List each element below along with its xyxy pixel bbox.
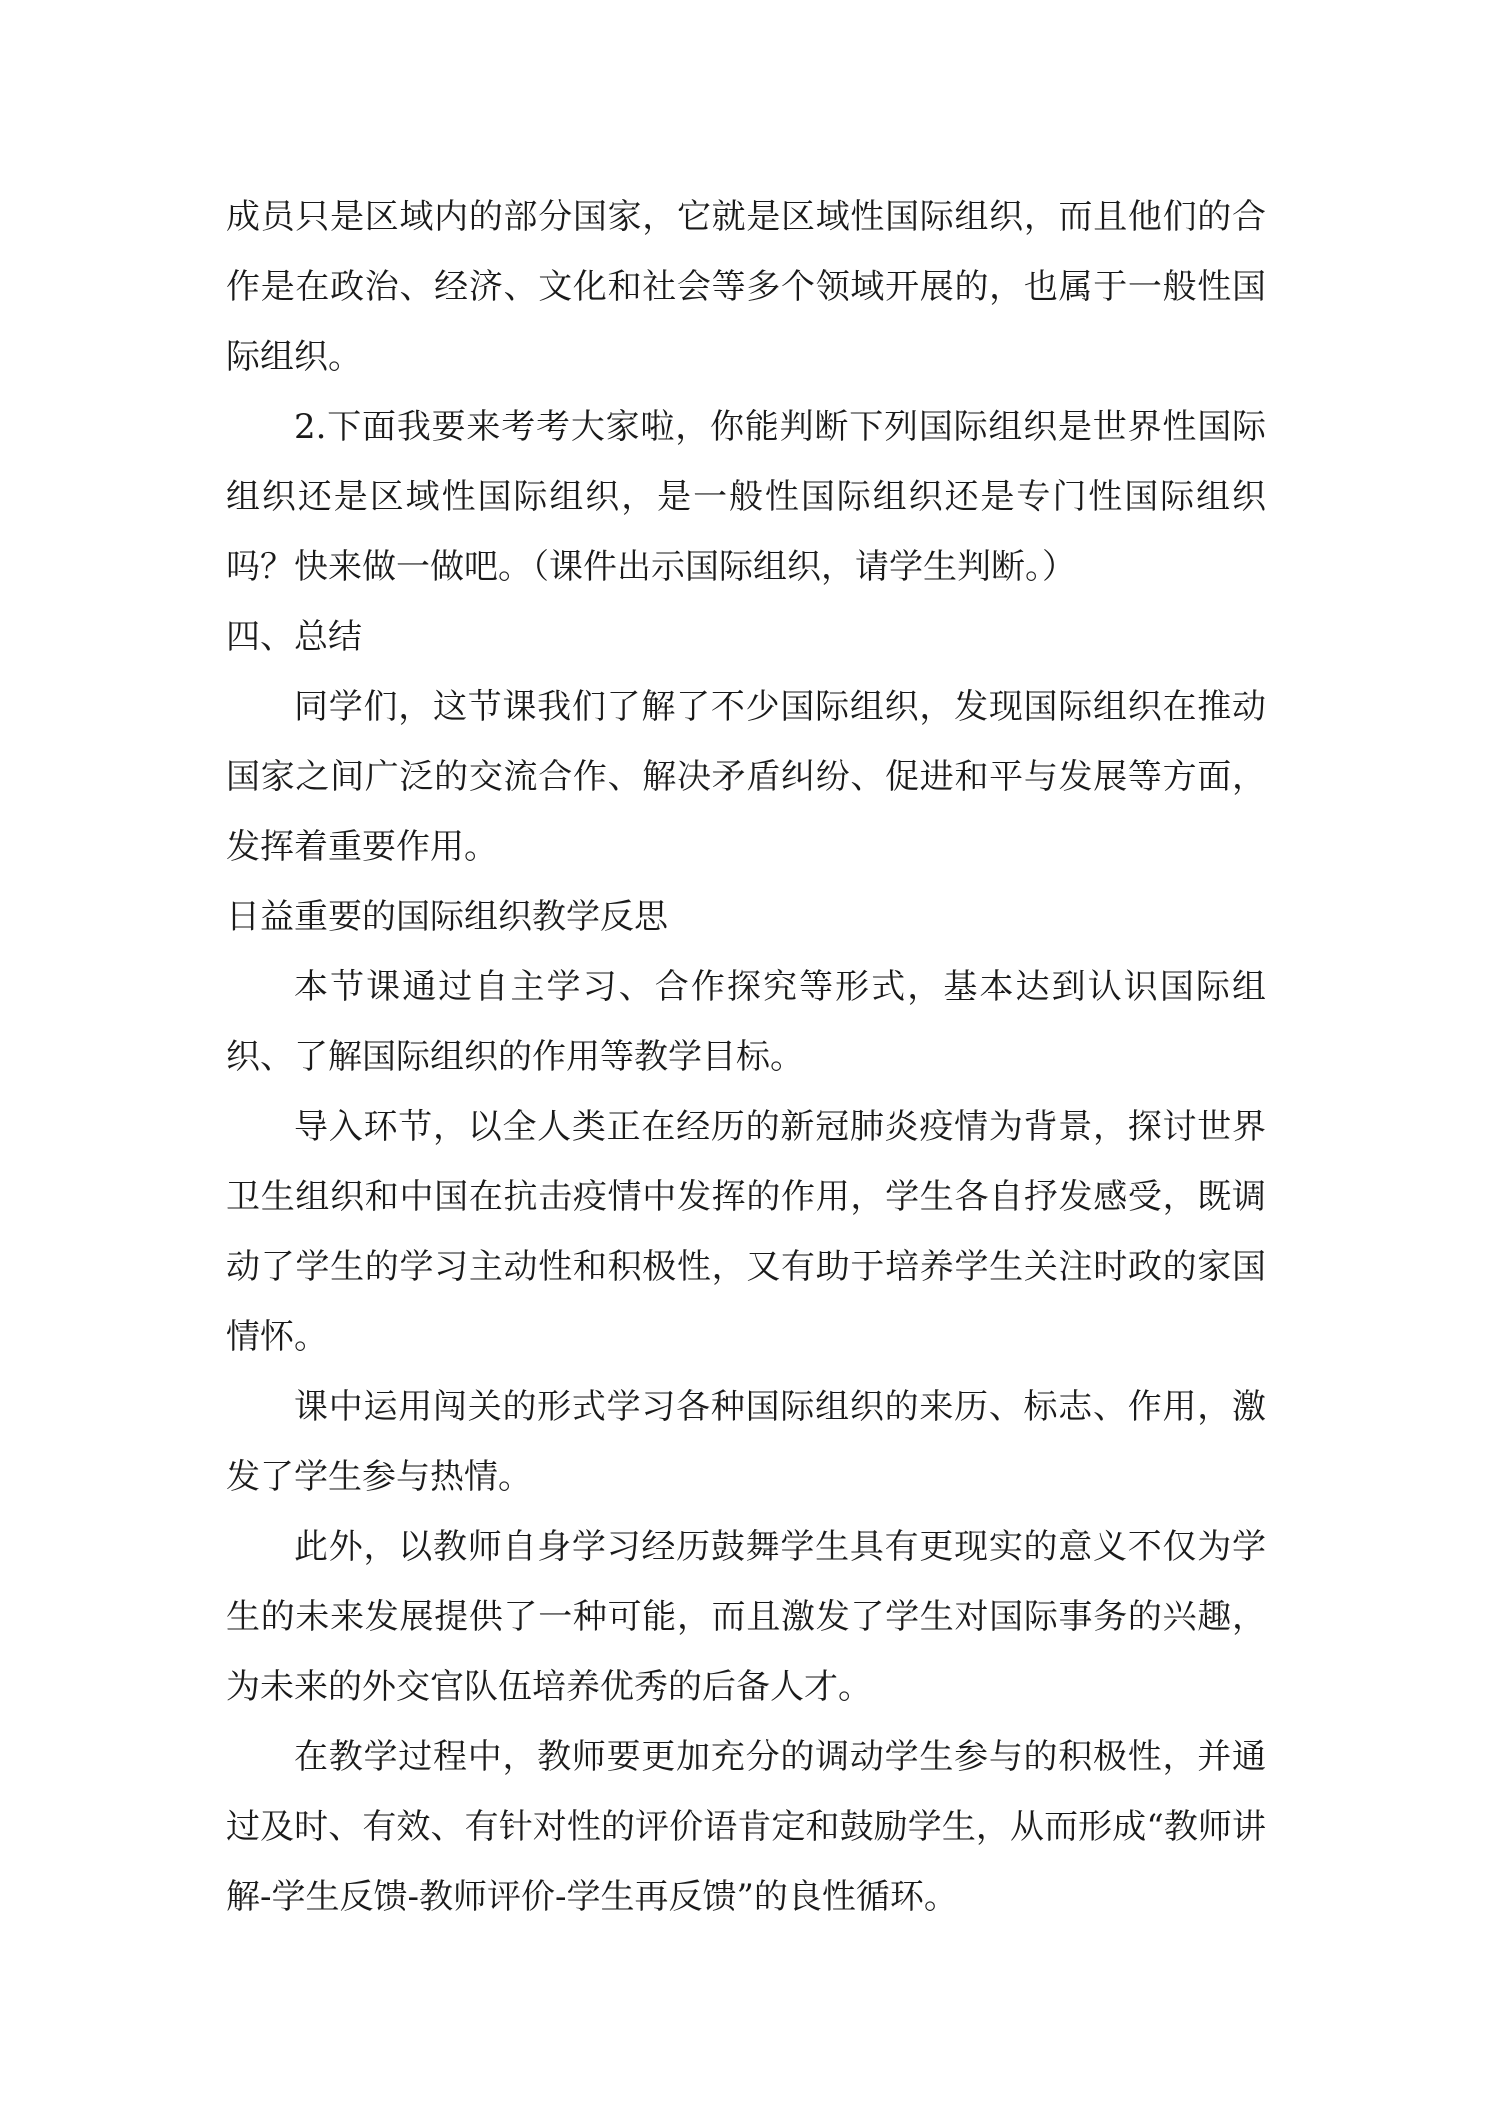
paragraph: 课中运用闯关的形式学习各种国际组织的来历、标志、作用，激发了学生参与热情。 [226,1387,1266,1497]
paragraph: 在教学过程中，教师要更加充分的调动学生参与的积极性，并通过及时、有效、有针对性的评价语肯定和鼓励学生，从而形成“教师讲解-学生反馈-教师评价-学生再反馈”的良性循环。 [226,1737,1266,1917]
paragraph: 导入环节，以全人类正在经历的新冠肺炎疫情为背景，探讨世界卫生组织和中国在抗击疫情中发挥的作用，学生各自抒发感受，既调动了学生的学习主动性和积极性，又有助于培养学生关注时政的家国情怀。 [226,1107,1266,1357]
section-heading: 四、总结 [226,617,362,657]
paragraph: 2.下面我要来考考大家啦，你能判断下列国际组织是世界性国际组织还是区域性国际组织，是一般性国际组织还是专门性国际组织吗？快来做一做吧。（课件出示国际组织，请学生判断。） [226,407,1266,587]
document-body [226,182,1266,1932]
paragraph: 本节课通过自主学习、合作探究等形式，基本达到认识国际组织、了解国际组织的作用等教学目标。 [226,967,1266,1077]
section-heading: 日益重要的国际组织教学反思 [226,897,668,937]
paragraph: 成员只是区域内的部分国家，它就是区域性国际组织，而且他们的合作是在政治、经济、文化和社会等多个领域开展的，也属于一般性国际组织。 [226,197,1266,377]
paragraph: 此外，以教师自身学习经历鼓舞学生具有更现实的意义不仅为学生的未来发展提供了一种可能，而且激发了学生对国际事务的兴趣，为未来的外交官队伍培养优秀的后备人才。 [226,1527,1266,1707]
paragraph: 同学们，这节课我们了解了不少国际组织，发现国际组织在推动国家之间广泛的交流合作、解决矛盾纠纷、促进和平与发展等方面，发挥着重要作用。 [226,687,1266,867]
